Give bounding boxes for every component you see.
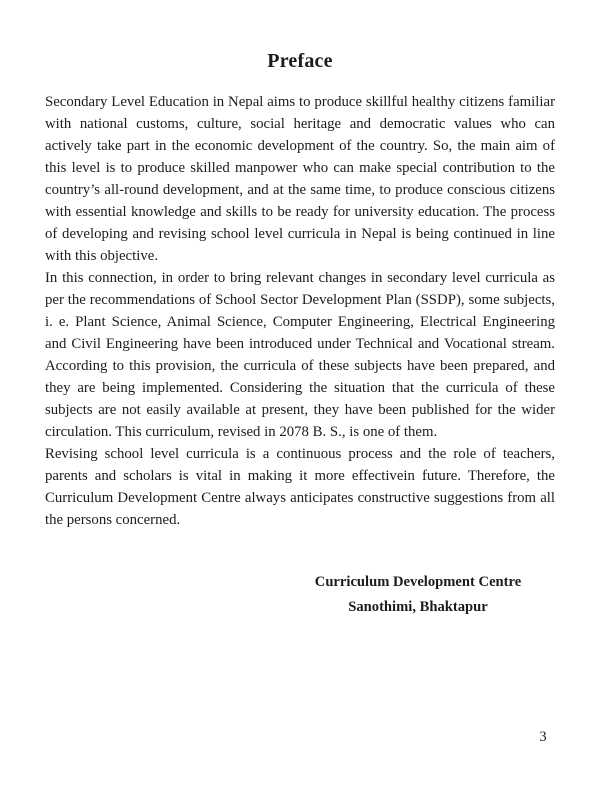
paragraph-continuous-process: Revising school level curricula is a continuous process and the role of teachers, parents and scholars is vital in making it more effectivein future. Therefore, the Curriculum Development Centre always anticipates constructive suggestions from all the persons concerned. [45, 446, 555, 528]
page-number: 3 [539, 729, 547, 745]
paragraph-ssdp-subjects: In this connection, in order to bring relevant changes in secondary level curricula as per the recommendations of School Sector Development Plan (SSDP), some subjects, i. e. Plant Science, Animal Science, Computer Engineering, Electrical Engineering and Civil Engineering have been introduced under Technical and Vocational stream. According to this provision, the curricula of these subjects have been prepared, and they are being implemented. Considering the situation that the curricula of these subjects are not easily available at present, they have been published for the wider circulation. This curriculum, revised in 2078 B. S., is one of them. [45, 270, 555, 440]
signature-location: Sanothimi, Bhaktapur [348, 598, 488, 615]
signature-block [260, 570, 576, 619]
paragraph-secondary-education: Secondary Level Education in Nepal aims to produce skillful healthy citizens familiar with national customs, culture, social heritage and democratic values who can actively take part in the economic development of the country. So, the main aim of this level is to produce skilled manpower who can make special contribution to the country’s all-round development, and at the same time, to produce conscious citizens with essential knowledge and skills to be ready for university education. The process of developing and revising school level curricula in Nepal is being continued in line with this objective. [45, 94, 555, 264]
page-title: Preface [267, 50, 333, 72]
preface-body [45, 91, 555, 531]
signature-organization: Curriculum Development Centre [314, 574, 522, 590]
